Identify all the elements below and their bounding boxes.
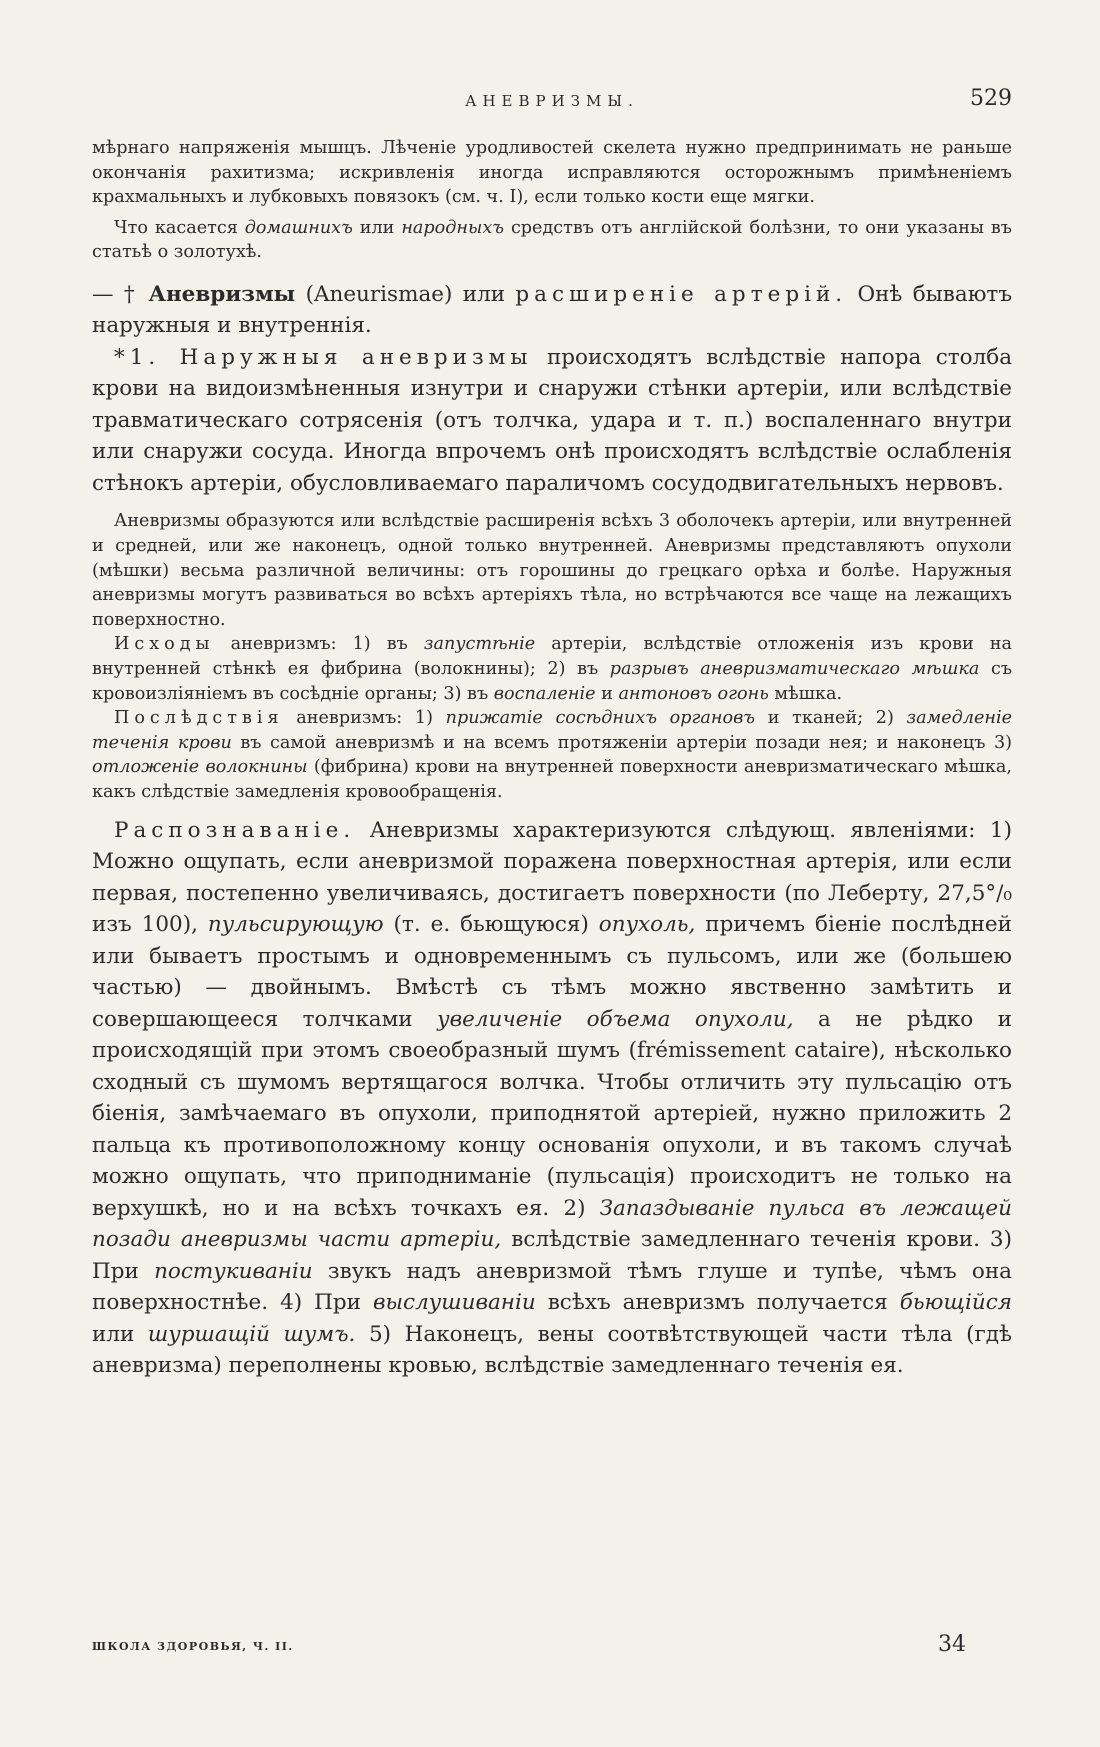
article-synonym: расширеніе артерій. — [515, 281, 848, 307]
external-aneurysm-paragraph: *1. Наружныя аневризмы происходятъ вслѣдствіе напора столба крови на видоизмѣненныя изнутри и снаружи стѣнки артеріи, или вслѣдствіе травматическаго сотрясенія (отъ толчка, удара и т. п.) воспаленнаго внутри или снаружи сосуда. Иногда впрочемъ онѣ происходятъ вслѣдствіе ослабленія стѣнокъ артеріи, обусловливаемаго параличомъ сосудодвигательныхъ нервовъ. — [92, 344, 1013, 496]
article-term: Аневризмы — [148, 281, 296, 307]
formation-paragraph: Аневризмы образуются или вслѣдствіе расширенія всѣхъ 3 оболочекъ артеріи, или внутренней и средней, или же наконецъ, одной только внутренней. Аневризмы представляютъ опухоли (мѣшки) весьма различной величины: отъ горошины до грецкаго орѣха и болѣе. Наружныя аневризмы могутъ развиваться во всѣхъ артеріяхъ тѣла, но встрѣчаются все чаще на лежащихъ поверхностно. — [92, 511, 1012, 630]
diagnosis-paragraph: Распознаваніе. Аневризмы характеризуются слѣдующ. явленіями: 1) Можно ощупать, если аневризмой поражена поверхностная артерія, или если первая, постепенно увеличиваясь, достигаетъ поверхности (по Леберту, 27,5°/₀ изъ 100), пульсирующую (т. е. бьющуюся) опухоль, причемъ біеніе послѣдней или бываетъ простымъ и одновременнымъ съ пульсомъ, или же (большею частью) — двойнымъ. Вмѣстѣ съ тѣмъ можно явственно замѣтить и совершающееся толчками увеличеніе объема опухоли, а не рѣдко и происходящій при этомъ своеобразный шумъ (frémissement cataire), нѣсколько сходный съ шумомъ вертящагося волчка. Чтобы отличить эту пульсацію отъ біенія, замѣчаемаго въ опухоли, приподнятой артеріей, нужно приложить 2 пальца къ противоположному концу основанія опухоли, и въ такомъ случаѣ можно ощупать, что приподниманіе (пульсація) происходитъ не только на верхушкѣ, но и на всѣхъ точкахъ ея. 2) Запаздываніе пульса въ лежащей позади аневризмы части артеріи, вслѣдствіе замедленнаго теченія крови. 3) При постукиваніи звукъ надъ аневризмой тѣмъ глуше и тупѣе, чѣмъ она поверхностнѣе. 4) При выслушиваніи всѣхъ аневризмъ получается бьющійся или шуршащій шумъ. 5) Наконецъ, вены соотвѣтствующей части тѣла (гдѣ аневризма) переполнены кровью, вслѣдствіе замедленнаго теченія ея. — [92, 817, 1012, 1379]
outcomes-paragraph: Исходы аневризмъ: 1) въ запустѣніе артеріи, вслѣдствіе отложенія изъ крови на внутренней стѣнкѣ ея фибрина (волокнины); 2) въ разрывъ аневризматическаго мѣшка съ кровоизліяніемъ въ сосѣдніе органы; 3) въ воспаленіе и антоновъ огонь мѣшка. — [92, 634, 1013, 704]
signature-mark: 34 — [938, 1632, 966, 1657]
intro-paragraph-rickets: мѣрнаго напряженія мышцъ. Лѣченіе уродливостей скелета нужно предпринимать не раньше окончанія рахитизма; искривленія иногда исправляются осторожнымъ примѣненіемъ крахмальныхъ и лубковыхъ повязокъ (см. ч. I), если только кости еще мягки. — [92, 138, 1012, 208]
book-title: ШКОЛА ЗДОРОВЬЯ, Ч. II. — [92, 1640, 294, 1653]
consequences-paragraph: Послѣдствія аневризмъ: 1) прижатіе сосѣднихъ органовъ и тканей; 2) замедленіе теченія крови въ самой аневризмѣ и на всемъ протяженіи артеріи позади нея; и наконецъ 3) отложеніе волокнины (фибрина) крови на внутренней поверхности аневризматическаго мѣшка, какъ слѣдствіе замедленія кровообращенія. — [92, 708, 1013, 802]
intro-paragraph-remedies: Что касается домашнихъ или народныхъ средствъ отъ англійской болѣзни, то они указаны въ статьѣ о золотухѣ. — [92, 217, 1012, 263]
page-body — [92, 136, 1012, 1382]
page-number: 529 — [970, 86, 1012, 111]
page-header — [92, 86, 1012, 116]
page-footer — [92, 1632, 1012, 1662]
running-title: АНЕВРИЗМЫ. — [465, 92, 639, 110]
aneurysm-heading-paragraph: — † Аневризмы (Aneurismae) или расширеніе артерій. Онѣ бываютъ наружныя и внутреннія. — [92, 281, 1012, 339]
